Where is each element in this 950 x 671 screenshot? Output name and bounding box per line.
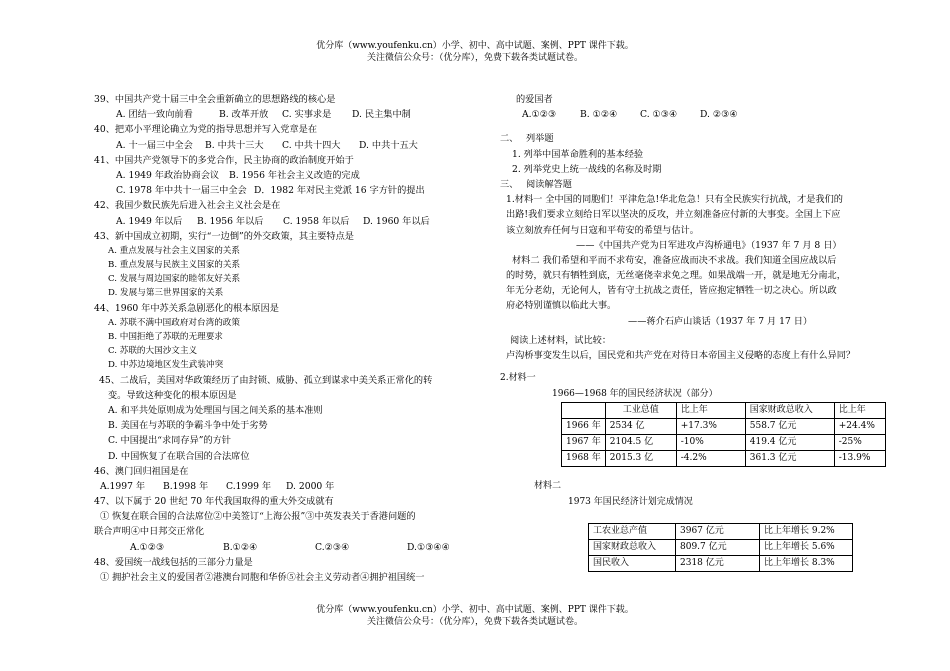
q47-option-a: A.①②③ xyxy=(130,541,165,553)
table-cell: -13.9% xyxy=(834,451,885,467)
q2-label: 2.材料一 xyxy=(500,373,536,383)
q39-option-b: B. 改革开放 xyxy=(219,109,269,121)
section-2-item-1: 1. 列举中国革命胜利的基本经验 xyxy=(512,148,644,160)
table-cell: 比上年增长 8.3% xyxy=(760,556,853,572)
table-cell: 比上年增长 9.2% xyxy=(760,524,853,540)
material-1-source: ——《中国共产党为日军进攻卢沟桥通电》（1937 年 7 月 8 日） xyxy=(576,239,842,251)
q39-option-a: A. 团结一致向前看 xyxy=(116,109,193,121)
q40-option-a: A. 十一届三中全会 xyxy=(116,139,193,151)
q46-option-d: D. 2000 年 xyxy=(286,480,335,492)
page-header xyxy=(0,40,950,64)
q42-options xyxy=(94,214,484,229)
table-cell: 809.7 亿元 xyxy=(676,540,760,556)
q42-option-a: A. 1949 年以后 xyxy=(116,215,183,227)
q42-stem: 42、我国少数民族先后进入社会主义社会是在 xyxy=(94,200,281,212)
q47-options xyxy=(94,540,484,555)
q44-option-b: B. 中国拒绝了苏联的无理要求 xyxy=(108,332,223,342)
q48-options xyxy=(500,107,870,122)
material-2-source: ——蒋介石庐山谈话（1937 年 7 月 17 日） xyxy=(628,315,813,327)
q39-stem: 39、中国共产党十届三中全会重新确立的思想路线的核心是 xyxy=(94,94,336,105)
q48-option-c: C. ①③④ xyxy=(640,109,678,121)
table-1-header-cell: 比上年 xyxy=(834,403,885,419)
q41-stem: 41、中国共产党领导下的多党合作，民主协商的政治制度开始于 xyxy=(94,154,354,166)
section-2-number: 二、 xyxy=(500,133,519,145)
section-3-number: 三、 xyxy=(500,178,519,190)
q42-option-d: D. 1960 年以后 xyxy=(363,215,430,227)
q41-options-cd xyxy=(94,183,484,198)
q44-option-c: C. 苏联的大国沙文主义 xyxy=(108,346,198,357)
table-cell: +17.3% xyxy=(676,419,745,435)
q40-option-d: D. 中共十五大 xyxy=(359,139,418,151)
material-1-line-1: 1.材料一 全中国的同胞们！平津危急!华北危急！只有全民族实行抗战，才是我们的 xyxy=(506,194,843,206)
q44-option-a: A. 苏联不满中国政府对台湾的政策 xyxy=(108,317,240,328)
question-prompt: 阅读上述材料，试比较： xyxy=(510,334,612,346)
q48-stem: 48、爱国统一战线包括的三部分力量是 xyxy=(94,556,253,568)
table-1-header-cell: 比上年 xyxy=(676,403,745,419)
q40-options xyxy=(94,138,484,153)
q48-option-d: D. ②③④ xyxy=(700,109,738,121)
q45-stem-1: 45、二战后，美国对华政策经历了由封锁、威胁、孤立到谋求中美关系正常化的转 xyxy=(99,374,433,386)
economy-1966-1968-table xyxy=(561,402,886,467)
material-1-line-2: 出路!我们要求立刻给日军以坚决的反攻，并立刻准备应付新的大事变。全国上下应 xyxy=(506,209,841,221)
table-cell: +24.4% xyxy=(834,419,885,435)
q39-options xyxy=(94,107,484,122)
table-cell: 1966 年 xyxy=(562,419,606,435)
table-cell: 2015.3 亿 xyxy=(605,451,676,467)
table-cell: 419.4 亿元 xyxy=(745,435,834,451)
material-2-line-2: 的时势，就只有牺牲到底，无丝毫侥幸求免之理。如果战端一开，就是地无分南北， xyxy=(506,270,846,282)
table-cell: 国家财政总收入 xyxy=(589,540,676,556)
material-1-line-3: 该立刻放弃任何与日寇和平苟安的希望与估计。 xyxy=(506,224,699,236)
q40-stem: 40、把邓小平理论确立为党的指导思想并写入党章是在 xyxy=(94,124,318,136)
q47-option-c: C.②③④ xyxy=(315,541,350,553)
q41-option-c: C. 1978 年中共十一届三中全会 xyxy=(116,185,247,197)
q43-option-a: A. 重点发展与社会主义国家的关系 xyxy=(108,245,240,256)
question-text: 卢沟桥事变发生以后，国民党和共产党在对待日本帝国主义侵略的态度上有什么异同？ xyxy=(506,350,856,361)
table-row xyxy=(562,435,886,451)
q46-stem: 46、澳门回归祖国是在 xyxy=(94,465,189,477)
q45-option-c: C. 中国提出“求同存异”的方针 xyxy=(108,435,231,447)
section-3-title: 阅读解答题 xyxy=(526,178,572,190)
q47-line-3: 联合声明④中日邦交正常化 xyxy=(94,526,205,538)
q43-stem: 43、新中国成立初期，实行“一边倒”的外交政策，其主要特点是 xyxy=(94,230,354,242)
q45-stem-2: 变。导致这种变化的根本原因是 xyxy=(108,389,237,401)
section-3-heading xyxy=(500,177,870,192)
material-2-line-4: 府必特别谨慎以临此大事。 xyxy=(506,300,617,312)
table-cell: 2104.5 亿 xyxy=(605,435,676,451)
q47-option-b: B.①②④ xyxy=(223,541,258,553)
q46-options xyxy=(94,479,484,494)
q43-option-b: B. 重点发展与民族主义国家的关系 xyxy=(108,260,241,271)
q48-continuation: 的爱国者 xyxy=(516,94,553,105)
section-2-item-2: 2. 列举党史上统一战线的名称及时期 xyxy=(512,163,662,175)
table-cell: 国民收入 xyxy=(589,556,676,572)
q47-stem: 47、以下属于 20 世纪 70 年代我国取得的重大外交成就有 xyxy=(94,496,334,508)
table-row xyxy=(562,419,886,435)
q46-option-a: A.1997 年 xyxy=(100,480,146,492)
right-column xyxy=(500,92,870,363)
table-cell: 2318 亿元 xyxy=(676,556,760,572)
q44-option-d: D. 中苏边境地区发生武装冲突 xyxy=(108,360,224,371)
header-line-2: 关注微信公众号：（优分库），免费下载各类试题试卷。 xyxy=(366,53,583,63)
table-cell: 1967 年 xyxy=(562,435,606,451)
q40-option-b: B. 中共十三大 xyxy=(205,139,264,151)
table-cell: 比上年增长 5.6% xyxy=(760,540,853,556)
q45-option-b: B. 美国在与苏联的争霸斗争中处于劣势 xyxy=(108,420,268,432)
q42-option-c: C. 1958 年以后 xyxy=(283,215,350,227)
q48-option-b: B. ①②④ xyxy=(580,109,618,121)
left-column xyxy=(94,92,484,585)
q40-option-c: C. 中共十四大 xyxy=(282,139,341,151)
material-2-line-1: 材料二 我们希望和平而不求苟安，准备应战而决不求战。我们知道全国应战以后 xyxy=(512,254,837,266)
table-cell: 工农业总产值 xyxy=(589,524,676,540)
table-cell: 1968 年 xyxy=(562,451,606,467)
section-2-title: 列举题 xyxy=(526,133,554,145)
table-row xyxy=(589,524,853,540)
plan-1973-table xyxy=(588,523,853,572)
table-cell: 2534 亿 xyxy=(605,419,676,435)
q45-option-d: D. 中国恢复了在联合国的合法席位 xyxy=(108,450,250,462)
q44-stem: 44、1960 年中苏关系急剧恶化的根本原因是 xyxy=(94,302,279,314)
table-row xyxy=(562,451,886,467)
q46-option-b: B.1998 年 xyxy=(163,480,209,492)
q46-option-c: C.1999 年 xyxy=(226,480,272,492)
q43-option-d: D. 发展与第三世界国家的关系 xyxy=(108,288,224,299)
footer-line-2: 关注微信公众号：（优分库），免费下载各类试题试卷。 xyxy=(366,617,583,627)
q41-option-a: A. 1949 年政治协商会议 xyxy=(116,169,220,181)
q41-options-ab xyxy=(94,168,484,183)
table-cell: 361.3 亿元 xyxy=(745,451,834,467)
table-cell: -25% xyxy=(834,435,885,451)
page-footer xyxy=(0,604,950,628)
table-1-header-row xyxy=(562,403,886,419)
table-cell: -10% xyxy=(676,435,745,451)
q39-option-d: D. 民主集中制 xyxy=(352,109,411,121)
material-2-line-3: 年无分老幼，无论何人，皆有守土抗战之责任，皆应抱定牺牲一切之决心。所以政 xyxy=(506,285,837,297)
table-1-caption: 1966—1968 年的国民经济状况（部分） xyxy=(552,389,718,399)
section-2-heading xyxy=(500,131,870,146)
table-1-header-cell: 国家财政总收入 xyxy=(745,403,834,419)
material-2b-label: 材料二 xyxy=(534,481,562,491)
table-cell: 3967 亿元 xyxy=(676,524,760,540)
table-row xyxy=(589,540,853,556)
q48-line-2: ① 拥护社会主义的爱国者②港澳台同胞和华侨⑤社会主义劳动者④拥护祖国统一 xyxy=(100,572,425,583)
q41-option-d: D．1982 年对民主党派 16 字方针的提出 xyxy=(254,185,425,197)
table-2-caption: 1973 年国民经济计划完成情况 xyxy=(568,497,693,507)
table-cell: 558.7 亿元 xyxy=(745,419,834,435)
table-cell: -4.2% xyxy=(676,451,745,467)
q45-option-a: A. 和平共处原则成为处理国与国之间关系的基本准则 xyxy=(108,404,323,416)
footer-line-1: 优分库（www.youfenku.cn）小学、初中、高中试题、案例、PPT 课件下载。 xyxy=(316,605,634,615)
table-row xyxy=(589,556,853,572)
q43-option-c: C. 发展与周边国家的睦邻友好关系 xyxy=(108,274,241,285)
q47-option-d: D.①③④④ xyxy=(407,541,450,553)
q42-option-b: B. 1956 年以后 xyxy=(197,215,264,227)
q39-option-c: C. 实事求是 xyxy=(282,109,332,121)
q41-option-b: B. 1956 年社会主义改造的完成 xyxy=(229,169,360,181)
q48-option-a: A.①②③ xyxy=(522,109,557,121)
table-1-header-cell: 工业总值 xyxy=(605,403,676,419)
header-line-1: 优分库（www.youfenku.cn）小学、初中、高中试题、案例、PPT 课件下载。 xyxy=(316,41,634,51)
q47-line-2: ① 恢复在联合国的合法席位②中美签订“上海公报”③中英发表关于香港问题的 xyxy=(100,511,416,523)
table-1-header-cell xyxy=(562,403,606,419)
